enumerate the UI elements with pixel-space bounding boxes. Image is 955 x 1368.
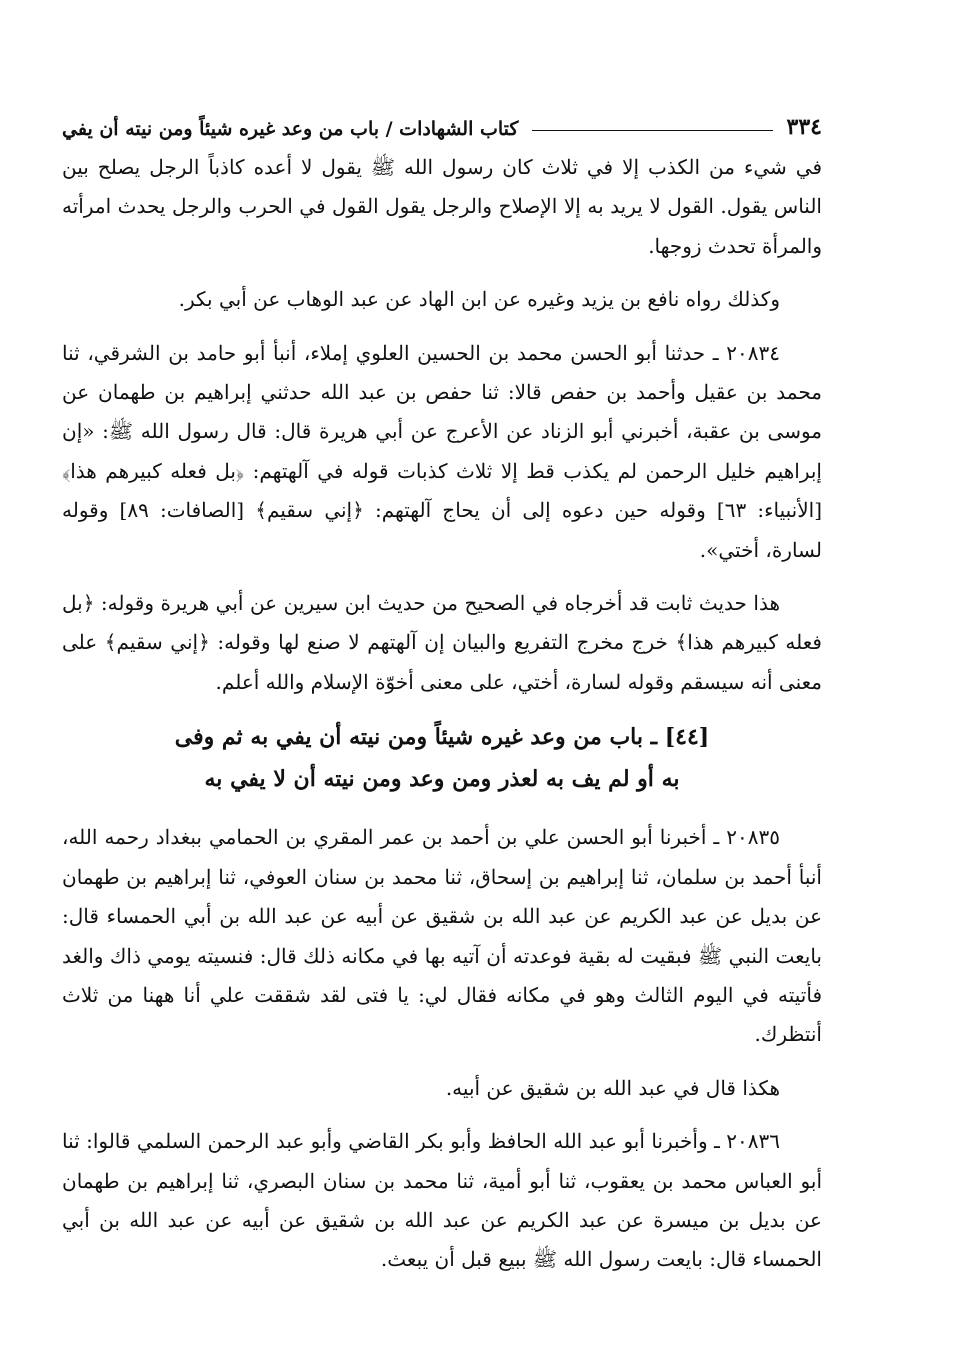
commentary-paragraph: هذا حديث ثابت قد أخرجاه في الصحيح من حديث ابن سيرين عن أبي هريرة وقوله: ﴿بل فعله كبيرهم هذا﴾ خرج مخرج التفريع والبيان إن آلهتهم لا صنع لها وقوله: ﴿إني سقيم﴾ على معنى أنه سيسقم وقوله لسارة، أختي، على معنى أخوّة الإسلام والله أعلم.: [62, 591, 822, 694]
paragraph-note: وكذلك رواه نافع بن يزيد وغيره عن ابن الهاد عن عبد الوهاب عن أبي بكر.: [178, 287, 780, 312]
paragraph-note-2: هكذا قال في عبد الله بن شقيق عن أبيه.: [445, 1075, 780, 1100]
chapter-heading-line-1: [٤٤] ـ باب من وعد غيره شيئاً ومن نيته أن يفي به ثم وفى: [174, 724, 710, 751]
paragraph-continuation: في شيء من الكذب إلا في ثلاث كان رسول الله ﷺ يقول لا أعده كاذباً الرجل يصلح بين الناس يقول. القول لا يريد به إلا الإصلاح والرجل يقول القول في الحرب والرجل يحدث امرأته والمرأة تحدث زوجها.: [62, 155, 822, 258]
page-number: ٣٣٤: [786, 114, 822, 140]
page-header: [62, 104, 822, 140]
chapter-heading-line-2: به أو لم يف به لعذر ومن وعد ومن نيته أن لا يفي به: [204, 766, 680, 793]
header-rule: [532, 130, 772, 131]
hadith-20834: ٢٠٨٣٤ ـ حدثنا أبو الحسن محمد بن الحسين العلوي إملاء، أنبأ أبو حامد بن الشرقي، ثنا محمد بن عقيل وأحمد بن حفص قالا: ثنا حفص بن عبد الله حدثني إبراهيم بن طهمان عن موسى بن عقبة، أخبرني أبو الزناد عن الأعرج عن أبي هريرة قال: قال رسول الله ﷺ: «إن إبراهيم خليل الرحمن لم يكذب قط إلا ثلاث كذبات قوله في آلهتهم: ﴿بل فعله كبيرهم هذا﴾ [الأنبياء: ٦٣] وقوله حين دعوه إلى أن يحاج آلهتهم: ﴿إني سقيم﴾ [الصافات: ٨٩] وقوله لسارة، أختي».: [62, 340, 823, 562]
hadith-20836: ٢٠٨٣٦ ـ وأخبرنا أبو عبد الله الحافظ وأبو بكر القاضي وأبو عبد الرحمن السلمي قالوا: ثنا أبو العباس محمد بن يعقوب، ثنا أبو أمية، ثنا محمد بن سنان البصري، ثنا إبراهيم بن طهمان عن بديل بن ميسرة عن عبد الكريم عن عبد الله بن شقيق عن أبيه عن عبد الله بن أبي الحمساء قال: بايعت رسول الله ﷺ ببيع قبل أن يبعث.: [62, 1129, 822, 1272]
running-title: كتاب الشهادات / باب من وعد غيره شيئاً ومن نيته أن يفي: [62, 118, 519, 140]
chapter-heading: [102, 716, 782, 800]
book-page: [62, 104, 822, 1334]
hadith-20835: ٢٠٨٣٥ ـ أخبرنا أبو الحسن علي بن أحمد بن عمر المقري بن الحمامي ببغداد رحمه الله، أنبأ أحمد بن سلمان، ثنا إبراهيم بن إسحاق، ثنا محمد بن سنان العوفي، ثنا إبراهيم بن طهمان عن بديل عن عبد الكريم عن عبد الله بن شقيق عن أبيه عن عبد الله بن أبي الحمساء قال: بايعت النبي ﷺ فبقيت له بقية فوعدته أن آتيه بها في مكانه ذلك قال: فنسيته يومي ذاك والغد فأتيته في اليوم الثالث وهو في مكانه فقال لي: يا فتى لقد شققت علي أنا ههنا من ثلاث أنتظرك.: [62, 825, 823, 1047]
page-body: [62, 148, 822, 1280]
